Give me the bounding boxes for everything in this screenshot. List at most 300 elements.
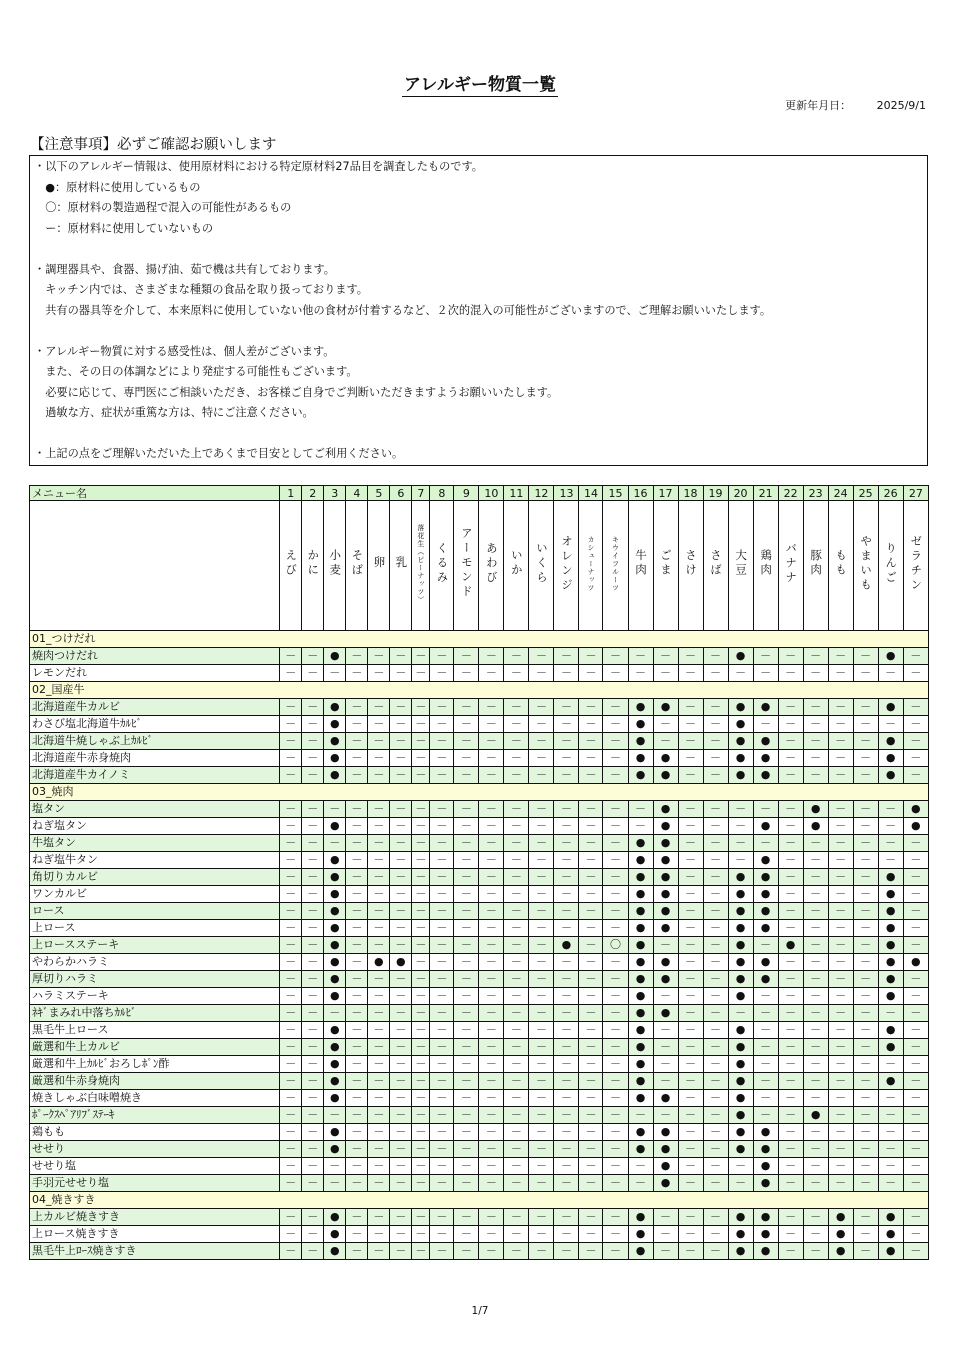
- allergen-none-mark: －: [903, 869, 928, 886]
- allergen-none-mark: －: [678, 852, 703, 869]
- menu-name: 鶏もも: [30, 1124, 280, 1141]
- allergen-name: [302, 501, 324, 631]
- allergen-none-mark: －: [803, 665, 828, 682]
- allergen-none-mark: －: [803, 1226, 828, 1243]
- allergen-none-mark: －: [368, 1226, 390, 1243]
- allergen-none-mark: －: [778, 1039, 803, 1056]
- allergen-used-mark: ●: [753, 971, 778, 988]
- allergen-none-mark: －: [678, 869, 703, 886]
- allergen-name: [753, 501, 778, 631]
- allergen-label: 大豆: [734, 549, 749, 578]
- allergen-used-mark: ●: [728, 886, 753, 903]
- allergen-none-mark: －: [324, 1005, 346, 1022]
- menu-name: 黒毛牛上ロース: [30, 1022, 280, 1039]
- allergen-none-mark: －: [430, 1209, 454, 1226]
- allergen-used-mark: ●: [390, 954, 412, 971]
- allergen-used-mark: ●: [728, 1243, 753, 1260]
- allergen-none-mark: －: [280, 1022, 302, 1039]
- allergen-none-mark: －: [280, 716, 302, 733]
- menu-name-header: メニュー名: [30, 486, 280, 501]
- allergen-none-mark: －: [903, 1107, 928, 1124]
- allergen-none-mark: －: [454, 971, 479, 988]
- allergen-none-mark: －: [368, 971, 390, 988]
- allergen-none-mark: －: [579, 818, 603, 835]
- allergen-used-mark: ●: [728, 1141, 753, 1158]
- allergen-none-mark: －: [554, 1090, 579, 1107]
- allergen-used-mark: ●: [368, 954, 390, 971]
- allergen-none-mark: －: [454, 1022, 479, 1039]
- allergen-none-mark: －: [280, 665, 302, 682]
- allergen-name: [346, 501, 368, 631]
- allergen-used-mark: ●: [324, 818, 346, 835]
- allergen-none-mark: －: [853, 852, 878, 869]
- allergen-name: [430, 501, 454, 631]
- allergen-none-mark: －: [703, 1022, 728, 1039]
- allergen-none-mark: －: [579, 1090, 603, 1107]
- allergen-used-mark: ●: [324, 767, 346, 784]
- allergen-none-mark: －: [504, 818, 529, 835]
- allergen-none-mark: －: [324, 835, 346, 852]
- allergen-none-mark: －: [346, 1175, 368, 1192]
- allergen-none-mark: －: [368, 801, 390, 818]
- allergen-none-mark: －: [280, 852, 302, 869]
- allergen-none-mark: －: [678, 1124, 703, 1141]
- allergen-none-mark: －: [554, 988, 579, 1005]
- allergen-none-mark: －: [390, 716, 412, 733]
- allergen-used-mark: ●: [628, 733, 653, 750]
- allergen-label: さけ: [684, 549, 699, 578]
- allergen-none-mark: －: [678, 886, 703, 903]
- allergen-none-mark: －: [529, 937, 554, 954]
- allergen-none-mark: －: [504, 648, 529, 665]
- allergen-used-mark: ●: [628, 1022, 653, 1039]
- allergen-used-mark: ●: [728, 1090, 753, 1107]
- allergen-none-mark: －: [554, 750, 579, 767]
- allergen-none-mark: －: [479, 835, 504, 852]
- allergen-none-mark: －: [302, 1107, 324, 1124]
- allergen-used-mark: ●: [728, 750, 753, 767]
- allergen-none-mark: －: [504, 852, 529, 869]
- allergen-number: 21: [753, 486, 778, 501]
- allergen-none-mark: －: [504, 801, 529, 818]
- allergen-none-mark: －: [728, 665, 753, 682]
- allergen-used-mark: ●: [878, 767, 903, 784]
- allergen-none-mark: －: [346, 988, 368, 1005]
- allergen-none-mark: －: [778, 954, 803, 971]
- allergen-none-mark: －: [903, 903, 928, 920]
- allergen-used-mark: ●: [878, 648, 903, 665]
- allergen-none-mark: －: [302, 954, 324, 971]
- allergen-none-mark: －: [280, 869, 302, 886]
- allergen-none-mark: －: [454, 1209, 479, 1226]
- allergen-none-mark: －: [579, 920, 603, 937]
- allergen-none-mark: －: [579, 835, 603, 852]
- allergen-none-mark: －: [280, 648, 302, 665]
- allergen-none-mark: －: [828, 818, 853, 835]
- allergen-none-mark: －: [529, 1056, 554, 1073]
- allergen-used-mark: ●: [628, 1209, 653, 1226]
- allergen-none-mark: －: [828, 920, 853, 937]
- allergen-none-mark: －: [778, 1226, 803, 1243]
- table-row: [30, 1073, 929, 1090]
- allergen-none-mark: －: [753, 648, 778, 665]
- allergen-none-mark: －: [479, 648, 504, 665]
- allergen-none-mark: －: [603, 818, 628, 835]
- allergen-none-mark: －: [529, 750, 554, 767]
- allergen-used-mark: ●: [628, 988, 653, 1005]
- allergen-none-mark: －: [368, 1124, 390, 1141]
- allergen-used-mark: ●: [878, 988, 903, 1005]
- allergen-none-mark: －: [554, 1141, 579, 1158]
- allergen-none-mark: －: [703, 1073, 728, 1090]
- table-row: [30, 1056, 929, 1073]
- menu-name: ハラミステーキ: [30, 988, 280, 1005]
- allergen-none-mark: －: [554, 852, 579, 869]
- menu-name: わさび塩北海道牛ｶﾙﾋﾞ: [30, 716, 280, 733]
- allergen-used-mark: ●: [628, 1124, 653, 1141]
- allergen-none-mark: －: [504, 1226, 529, 1243]
- allergen-none-mark: －: [454, 835, 479, 852]
- allergen-label: やまいも: [859, 534, 874, 593]
- allergen-none-mark: －: [828, 971, 853, 988]
- allergen-used-mark: ●: [324, 886, 346, 903]
- allergen-used-mark: ●: [753, 1158, 778, 1175]
- allergen-none-mark: －: [479, 886, 504, 903]
- category-label: 03_焼肉: [30, 784, 929, 801]
- allergen-none-mark: －: [390, 1039, 412, 1056]
- allergen-none-mark: －: [280, 1243, 302, 1260]
- allergen-none-mark: －: [803, 852, 828, 869]
- allergen-none-mark: －: [603, 886, 628, 903]
- allergen-none-mark: －: [390, 1158, 412, 1175]
- allergen-none-mark: －: [346, 1243, 368, 1260]
- allergen-none-mark: －: [579, 852, 603, 869]
- menu-name: ワンカルビ: [30, 886, 280, 903]
- allergen-used-mark: ●: [653, 971, 678, 988]
- allergen-none-mark: －: [346, 1124, 368, 1141]
- allergen-none-mark: －: [853, 665, 878, 682]
- table-row: [30, 1226, 929, 1243]
- allergen-used-mark: ●: [324, 750, 346, 767]
- allergen-none-mark: －: [430, 1022, 454, 1039]
- allergen-none-mark: －: [479, 1073, 504, 1090]
- allergen-none-mark: －: [678, 818, 703, 835]
- allergen-none-mark: －: [603, 852, 628, 869]
- allergen-none-mark: －: [603, 1073, 628, 1090]
- allergen-none-mark: －: [678, 733, 703, 750]
- allergen-none-mark: －: [853, 971, 878, 988]
- allergen-used-mark: ●: [828, 1226, 853, 1243]
- allergen-none-mark: －: [412, 1039, 430, 1056]
- allergen-none-mark: －: [454, 1243, 479, 1260]
- allergen-none-mark: －: [628, 648, 653, 665]
- allergen-none-mark: －: [728, 1158, 753, 1175]
- allergen-none-mark: －: [430, 818, 454, 835]
- allergen-used-mark: ●: [878, 1073, 903, 1090]
- allergen-none-mark: －: [803, 1141, 828, 1158]
- allergen-label: キウイフルーツ: [611, 535, 620, 592]
- allergen-used-mark: ●: [878, 1022, 903, 1039]
- allergen-none-mark: －: [479, 920, 504, 937]
- allergen-used-mark: ●: [878, 750, 903, 767]
- allergen-none-mark: －: [280, 699, 302, 716]
- allergen-none-mark: －: [703, 1209, 728, 1226]
- allergen-number: 8: [430, 486, 454, 501]
- allergen-used-mark: ●: [628, 1226, 653, 1243]
- allergen-none-mark: －: [579, 988, 603, 1005]
- allergen-name: [454, 501, 479, 631]
- allergen-none-mark: －: [390, 1226, 412, 1243]
- allergen-used-mark: ●: [653, 852, 678, 869]
- allergen-none-mark: －: [346, 1107, 368, 1124]
- allergen-none-mark: －: [778, 903, 803, 920]
- allergen-none-mark: －: [678, 699, 703, 716]
- allergen-none-mark: －: [504, 1056, 529, 1073]
- allergen-none-mark: －: [412, 665, 430, 682]
- allergen-none-mark: －: [703, 971, 728, 988]
- allergen-none-mark: －: [753, 1005, 778, 1022]
- allergen-none-mark: －: [828, 869, 853, 886]
- allergen-none-mark: －: [628, 1107, 653, 1124]
- allergen-number: 17: [653, 486, 678, 501]
- allergen-none-mark: －: [554, 716, 579, 733]
- allergen-none-mark: －: [302, 1022, 324, 1039]
- allergen-none-mark: －: [554, 1175, 579, 1192]
- allergen-name: [628, 501, 653, 631]
- allergen-used-mark: ●: [628, 750, 653, 767]
- allergen-used-mark: ●: [628, 1090, 653, 1107]
- allergen-none-mark: －: [346, 869, 368, 886]
- notice-line: ・アレルギー物質に対する感受性は、個人差がございます。: [34, 344, 335, 358]
- allergen-name: [853, 501, 878, 631]
- allergen-none-mark: －: [778, 835, 803, 852]
- updated-value: 2025/9/1: [876, 99, 926, 112]
- allergen-number: 14: [579, 486, 603, 501]
- allergen-none-mark: －: [504, 1090, 529, 1107]
- allergen-none-mark: －: [504, 733, 529, 750]
- menu-name: ねぎ塩牛タン: [30, 852, 280, 869]
- allergen-none-mark: －: [603, 648, 628, 665]
- allergen-used-mark: ●: [903, 954, 928, 971]
- allergen-none-mark: －: [479, 852, 504, 869]
- allergen-none-mark: －: [504, 716, 529, 733]
- allergen-none-mark: －: [603, 1209, 628, 1226]
- allergen-none-mark: －: [579, 903, 603, 920]
- allergen-none-mark: －: [803, 1005, 828, 1022]
- allergen-none-mark: －: [430, 750, 454, 767]
- allergen-none-mark: －: [579, 733, 603, 750]
- allergen-none-mark: －: [853, 1226, 878, 1243]
- allergen-used-mark: ●: [324, 920, 346, 937]
- allergen-none-mark: －: [828, 1175, 853, 1192]
- allergen-none-mark: －: [346, 1022, 368, 1039]
- allergen-none-mark: －: [504, 971, 529, 988]
- allergen-name: [878, 501, 903, 631]
- allergen-number: 9: [454, 486, 479, 501]
- allergen-used-mark: ●: [324, 1141, 346, 1158]
- allergen-none-mark: －: [454, 801, 479, 818]
- allergen-none-mark: －: [430, 1243, 454, 1260]
- allergen-used-mark: ●: [628, 699, 653, 716]
- allergen-none-mark: －: [529, 818, 554, 835]
- allergen-none-mark: －: [368, 920, 390, 937]
- allergen-number: 23: [803, 486, 828, 501]
- allergen-none-mark: －: [430, 1039, 454, 1056]
- allergen-none-mark: －: [803, 1073, 828, 1090]
- allergen-none-mark: －: [653, 1073, 678, 1090]
- allergen-none-mark: －: [579, 1158, 603, 1175]
- allergen-none-mark: －: [529, 699, 554, 716]
- allergen-none-mark: －: [302, 1039, 324, 1056]
- allergen-none-mark: －: [878, 835, 903, 852]
- allergen-none-mark: －: [778, 869, 803, 886]
- allergen-none-mark: －: [324, 1158, 346, 1175]
- allergen-none-mark: －: [454, 665, 479, 682]
- allergen-name: [529, 501, 554, 631]
- allergen-none-mark: －: [412, 767, 430, 784]
- allergen-none-mark: －: [878, 852, 903, 869]
- allergen-none-mark: －: [703, 835, 728, 852]
- allergen-none-mark: －: [778, 852, 803, 869]
- allergen-none-mark: －: [368, 869, 390, 886]
- allergen-none-mark: －: [390, 1090, 412, 1107]
- allergen-none-mark: －: [390, 1022, 412, 1039]
- allergen-used-mark: ●: [753, 852, 778, 869]
- allergen-none-mark: －: [346, 1056, 368, 1073]
- allergen-none-mark: －: [628, 665, 653, 682]
- allergen-none-mark: －: [853, 1175, 878, 1192]
- allergen-none-mark: －: [430, 852, 454, 869]
- allergen-used-mark: ●: [753, 767, 778, 784]
- allergen-none-mark: －: [412, 818, 430, 835]
- allergen-none-mark: －: [529, 716, 554, 733]
- allergen-none-mark: －: [703, 1056, 728, 1073]
- menu-name: 上カルビ焼きすき: [30, 1209, 280, 1226]
- allergen-used-mark: ●: [728, 1107, 753, 1124]
- allergen-none-mark: －: [554, 971, 579, 988]
- allergen-none-mark: －: [302, 801, 324, 818]
- allergen-none-mark: －: [778, 1243, 803, 1260]
- allergen-label: くるみ: [435, 541, 450, 586]
- allergen-none-mark: －: [803, 971, 828, 988]
- allergen-none-mark: －: [430, 937, 454, 954]
- allergen-used-mark: ●: [628, 954, 653, 971]
- allergen-none-mark: －: [430, 1107, 454, 1124]
- allergen-none-mark: －: [753, 1073, 778, 1090]
- menu-name: 焼きしゃぶ白味噌焼き: [30, 1090, 280, 1107]
- allergen-none-mark: －: [346, 1039, 368, 1056]
- allergen-none-mark: －: [554, 1056, 579, 1073]
- page-title: アレルギー物質一覧: [404, 75, 556, 95]
- allergen-used-mark: ●: [324, 699, 346, 716]
- allergen-none-mark: －: [653, 648, 678, 665]
- allergen-none-mark: －: [529, 903, 554, 920]
- allergen-none-mark: －: [346, 886, 368, 903]
- allergen-none-mark: －: [302, 1209, 324, 1226]
- allergen-none-mark: －: [703, 1005, 728, 1022]
- allergen-none-mark: －: [454, 1039, 479, 1056]
- allergen-none-mark: －: [368, 699, 390, 716]
- allergen-none-mark: －: [390, 1107, 412, 1124]
- allergen-none-mark: －: [504, 988, 529, 1005]
- allergen-none-mark: －: [579, 886, 603, 903]
- allergen-none-mark: －: [603, 733, 628, 750]
- allergen-none-mark: －: [302, 699, 324, 716]
- allergen-name: [603, 501, 628, 631]
- allergen-none-mark: －: [529, 835, 554, 852]
- allergen-used-mark: ●: [628, 1243, 653, 1260]
- allergen-used-mark: ●: [878, 699, 903, 716]
- allergen-none-mark: －: [828, 954, 853, 971]
- allergen-none-mark: －: [878, 1056, 903, 1073]
- allergen-label: 鶏肉: [759, 549, 774, 578]
- allergen-name: [903, 501, 928, 631]
- allergen-none-mark: －: [653, 1039, 678, 1056]
- allergen-none-mark: －: [778, 988, 803, 1005]
- allergen-used-mark: ●: [653, 920, 678, 937]
- allergen-used-mark: ●: [324, 852, 346, 869]
- allergen-none-mark: －: [479, 869, 504, 886]
- allergen-none-mark: －: [280, 1056, 302, 1073]
- allergen-none-mark: －: [324, 801, 346, 818]
- allergen-used-mark: ●: [324, 1022, 346, 1039]
- allergen-none-mark: －: [853, 1124, 878, 1141]
- allergen-label: 乳: [394, 556, 409, 571]
- allergen-none-mark: －: [302, 818, 324, 835]
- allergen-none-mark: －: [302, 665, 324, 682]
- menu-name: やわらかハラミ: [30, 954, 280, 971]
- allergen-label: あわび: [484, 541, 499, 586]
- allergen-none-mark: －: [280, 1141, 302, 1158]
- allergen-none-mark: －: [479, 801, 504, 818]
- allergen-used-mark: ●: [878, 1226, 903, 1243]
- allergen-none-mark: －: [703, 1090, 728, 1107]
- allergen-none-mark: －: [412, 1175, 430, 1192]
- allergen-none-mark: －: [778, 1158, 803, 1175]
- allergen-none-mark: －: [703, 1158, 728, 1175]
- allergen-none-mark: －: [430, 767, 454, 784]
- allergen-none-mark: －: [853, 920, 878, 937]
- allergen-number: 2: [302, 486, 324, 501]
- allergen-used-mark: ●: [878, 920, 903, 937]
- allergen-none-mark: －: [828, 1056, 853, 1073]
- allergen-none-mark: －: [454, 1005, 479, 1022]
- allergen-used-mark: ●: [628, 1039, 653, 1056]
- allergen-used-mark: ●: [753, 903, 778, 920]
- allergen-none-mark: －: [454, 903, 479, 920]
- allergen-none-mark: －: [454, 733, 479, 750]
- allergen-none-mark: －: [504, 1243, 529, 1260]
- table-row: [30, 801, 929, 818]
- allergen-none-mark: －: [479, 750, 504, 767]
- allergen-none-mark: －: [803, 1209, 828, 1226]
- notice-line: ・以下のアレルギー情報は、使用原材料における特定原材料27品目を調査したものです。: [34, 160, 483, 173]
- menu-name: 上ロースステーキ: [30, 937, 280, 954]
- allergen-none-mark: －: [903, 767, 928, 784]
- allergen-none-mark: －: [368, 1056, 390, 1073]
- allergen-none-mark: －: [603, 699, 628, 716]
- allergen-none-mark: －: [412, 920, 430, 937]
- allergen-number: 3: [324, 486, 346, 501]
- allergen-none-mark: －: [390, 1056, 412, 1073]
- allergen-used-mark: ●: [628, 852, 653, 869]
- allergen-used-mark: ●: [628, 716, 653, 733]
- allergen-none-mark: －: [504, 835, 529, 852]
- allergen-none-mark: －: [280, 988, 302, 1005]
- allergen-none-mark: －: [903, 1226, 928, 1243]
- allergen-none-mark: －: [603, 1243, 628, 1260]
- allergen-none-mark: －: [430, 903, 454, 920]
